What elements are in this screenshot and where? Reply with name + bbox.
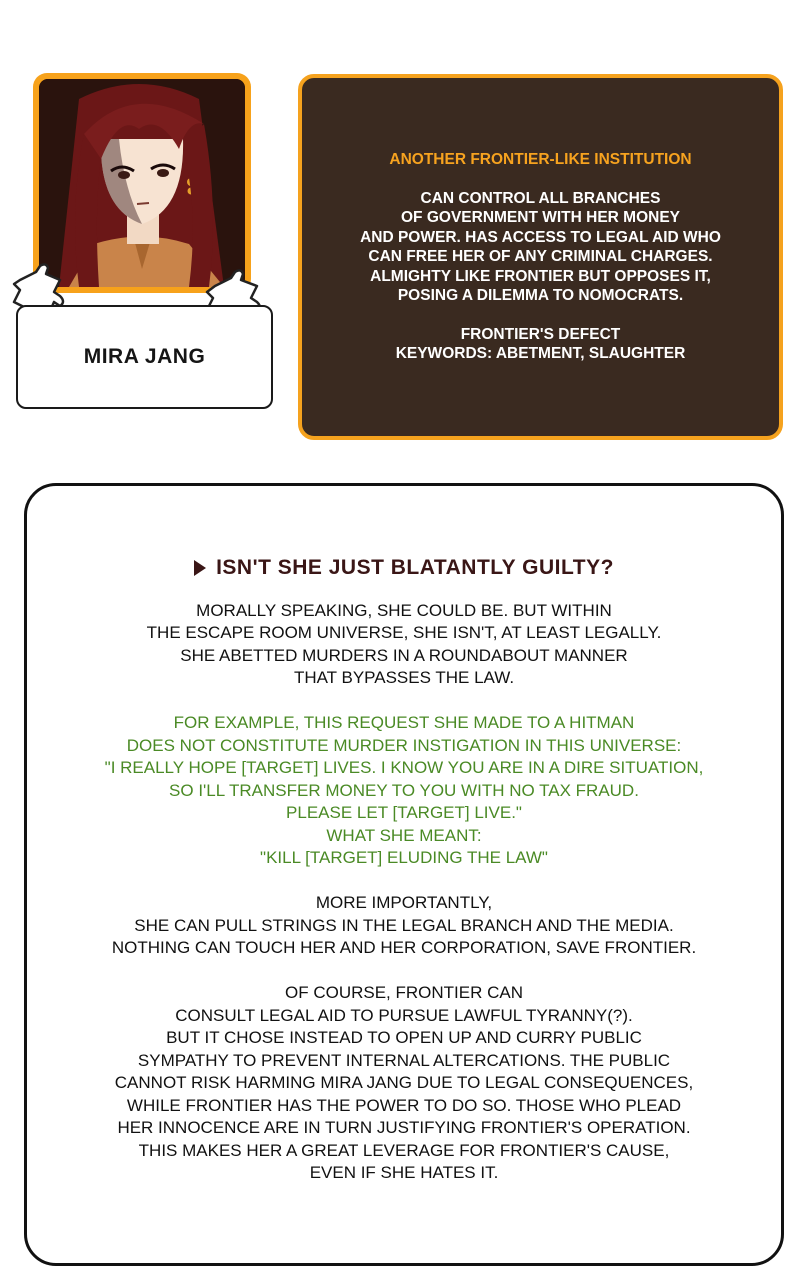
- faq-question: ISN'T SHE JUST BLATANTLY GUILTY?: [216, 556, 614, 579]
- triangle-right-icon: [194, 560, 206, 576]
- faq-paragraph: [27, 600, 781, 690]
- faq-line: SYMPATHY TO PREVENT INTERNAL ALTERCATIONS. THE PUBLIC: [137, 1050, 671, 1070]
- faq-example-line: "I REALLY HOPE [TARGET] LIVES. I KNOW YOU ARE IN A DIRE SITUATION,: [104, 758, 704, 777]
- portrait-frame: [33, 73, 251, 293]
- info-defect-line: FRONTIER'S DEFECT: [460, 325, 621, 343]
- faq-line: SHE ABETTED MURDERS IN A ROUNDABOUT MANNER: [180, 645, 628, 665]
- info-description-line: OF GOVERNMENT WITH HER MONEY: [401, 209, 680, 226]
- info-description-line: POSING A DILEMMA TO NOMOCRATS.: [397, 287, 684, 304]
- info-panel: [298, 74, 783, 440]
- faq-line: CONSULT LEGAL AID TO PURSUE LAWFUL TYRANNY(?).: [175, 1005, 633, 1025]
- faq-panel: [24, 483, 784, 1266]
- info-description-line: ALMIGHTY LIKE FRONTIER BUT OPPOSES IT,: [370, 267, 711, 285]
- faq-line: CANNOT RISK HARMING MIRA JANG DUE TO LEGAL CONSEQUENCES,: [114, 1073, 694, 1092]
- faq-paragraph: [27, 892, 781, 960]
- faq-example-line: FOR EXAMPLE, THIS REQUEST SHE MADE TO A HITMAN: [173, 713, 635, 732]
- character-portrait: [39, 79, 245, 287]
- faq-example-line: PLEASE LET [TARGET] LIVE.": [286, 803, 522, 822]
- character-name: MIRA JANG: [83, 345, 206, 368]
- info-defect-line: KEYWORDS: ABETMENT, SLAUGHTER: [395, 345, 686, 362]
- info-header: ANOTHER FRONTIER-LIKE INSTITUTION: [389, 151, 692, 168]
- info-description-line: CAN CONTROL ALL BRANCHES: [420, 189, 661, 207]
- faq-line: HER INNOCENCE ARE IN TURN JUSTIFYING FRONTIER'S OPERATION.: [117, 1118, 691, 1137]
- faq-line: EVEN IF SHE HATES IT.: [309, 1163, 499, 1182]
- faq-line: SHE CAN PULL STRINGS IN THE LEGAL BRANCH AND THE MEDIA.: [134, 915, 674, 935]
- name-card: [16, 305, 273, 409]
- faq-line: MORE IMPORTANTLY,: [315, 893, 493, 912]
- faq-example-line: SO I'LL TRANSFER MONEY TO YOU WITH NO TAX FRAUD.: [169, 780, 639, 800]
- info-description-line: AND POWER. HAS ACCESS TO LEGAL AID WHO: [360, 228, 721, 246]
- info-description: [302, 189, 779, 306]
- faq-paragraph: [27, 982, 781, 1185]
- faq-example: [27, 712, 781, 870]
- faq-line: THAT BYPASSES THE LAW.: [293, 668, 515, 687]
- faq-line: MORALLY SPEAKING, SHE COULD BE. BUT WITHIN: [196, 600, 612, 620]
- faq-line: OF COURSE, FRONTIER CAN: [284, 983, 523, 1002]
- faq-line: NOTHING CAN TOUCH HER AND HER CORPORATION, SAVE FRONTIER.: [111, 938, 697, 957]
- info-description-line: CAN FREE HER OF ANY CRIMINAL CHARGES.: [368, 248, 713, 265]
- info-defect: [302, 325, 779, 364]
- faq-line: THE ESCAPE ROOM UNIVERSE, SHE ISN'T, AT LEAST LEGALLY.: [146, 623, 662, 642]
- faq-line: THIS MAKES HER A GREAT LEVERAGE FOR FRONTIER'S CAUSE,: [138, 1140, 670, 1160]
- faq-line: BUT IT CHOSE INSTEAD TO OPEN UP AND CURRY PUBLIC: [166, 1028, 642, 1047]
- faq-line: WHILE FRONTIER HAS THE POWER TO DO SO. THOSE WHO PLEAD: [126, 1095, 682, 1115]
- faq-example-line: "KILL [TARGET] ELUDING THE LAW": [260, 848, 548, 867]
- faq-example-line: WHAT SHE MEANT:: [326, 825, 482, 845]
- faq-title: [27, 557, 781, 580]
- faq-example-line: DOES NOT CONSTITUTE MURDER INSTIGATION IN THIS UNIVERSE:: [126, 735, 682, 755]
- faq-body: [27, 600, 781, 1185]
